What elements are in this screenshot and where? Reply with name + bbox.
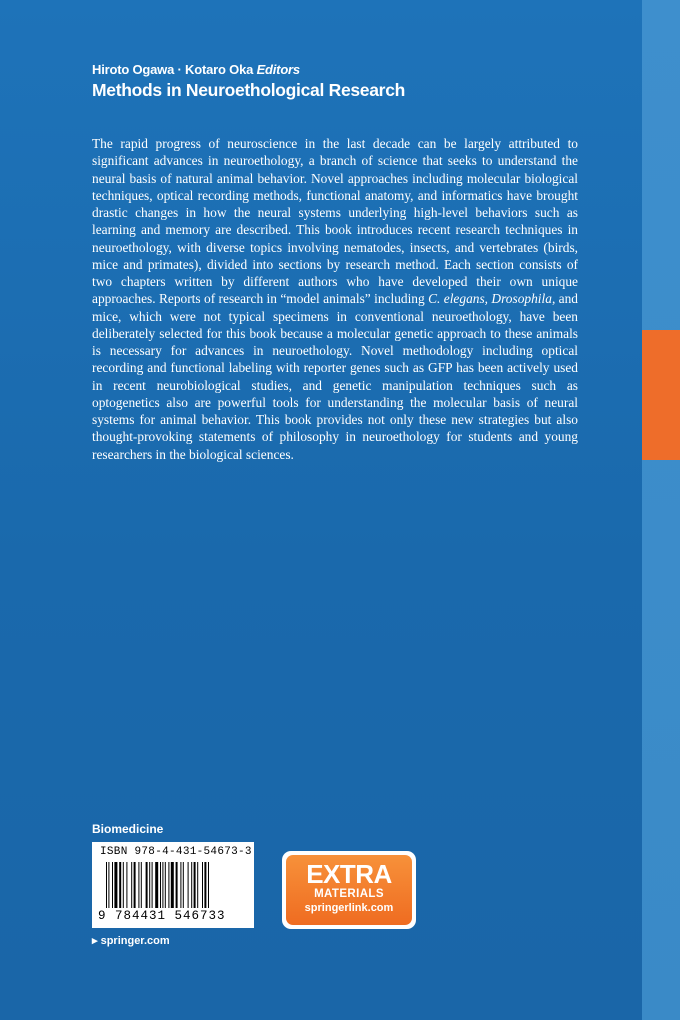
badge-extra-label: EXTRA bbox=[306, 859, 392, 889]
blurb-text-2: , bbox=[484, 291, 492, 307]
barcode-digits: 9 784431 546733 bbox=[98, 909, 226, 923]
isbn-number: ISBN 978-4-431-54673-3 bbox=[100, 846, 252, 858]
blurb-italic-drosophila: Drosophila bbox=[491, 291, 552, 307]
editor-names: Hiroto Ogawa · Kotaro Oka bbox=[92, 62, 254, 77]
blurb-italic-c-elegans: C. elegans bbox=[428, 291, 485, 307]
subject-category: Biomedicine bbox=[92, 822, 164, 836]
blurb-text-1: The rapid progress of neuroscience in the last decade can be largely attributed to significant advances in neuroethology, a branch of science that seeks to understand the neural basis of natural animal behavior. Novel approaches including molecular biological techniques, optical recording methods, functional anatomy, and informatics have brought drastic changes in how the neural systems underlying high-level behaviors such as learning and memory are described. This book introduces recent research techniques in neuroethology, with diverse topics involving nematodes, insects, and vertebrates (birds, mice and primates), divided into sections by research method. Each section consists of two chapters written by different authors who have developed their own unique approaches. Reports of research in “model animals” including bbox=[92, 136, 578, 307]
extra-materials-badge[interactable] bbox=[282, 851, 416, 929]
blurb-paragraph bbox=[92, 135, 578, 463]
isbn-barcode bbox=[92, 842, 254, 928]
book-title: Methods in Neuroethological Research bbox=[92, 80, 406, 100]
editors-role: Editors bbox=[256, 62, 300, 77]
back-cover-blurb bbox=[92, 135, 578, 463]
spine-edge-strip bbox=[642, 0, 680, 1020]
badge-materials-label: MATERIALS bbox=[314, 888, 384, 900]
barcode-bars bbox=[106, 862, 246, 908]
orange-spine-tab bbox=[642, 330, 680, 460]
badge-url-label: springerlink.com bbox=[304, 902, 394, 914]
blurb-text-3: , and mice, which were not typical specimens in conventional neuroethology, have been deliberately selected for this book because a molecular genetic approach to these animals is necessary for advances in neuroethology. Novel methodology including optical recording and functional labeling with reporter genes such as GFP has been actively used in recent neurobiological studies, and genetic manipulation techniques such as optogenetics also are powerful tools for understanding the molecular basis of neural systems for animal behavior. This book provides not only these new strategies but also thought-provoking statements of philosophy in neuroethology for students and young researchers in the biological sciences. bbox=[92, 291, 579, 462]
editors-line bbox=[92, 62, 300, 77]
extra-materials-badge-inner bbox=[286, 855, 412, 925]
springer-website-link[interactable]: ▸ springer.com bbox=[92, 935, 170, 947]
